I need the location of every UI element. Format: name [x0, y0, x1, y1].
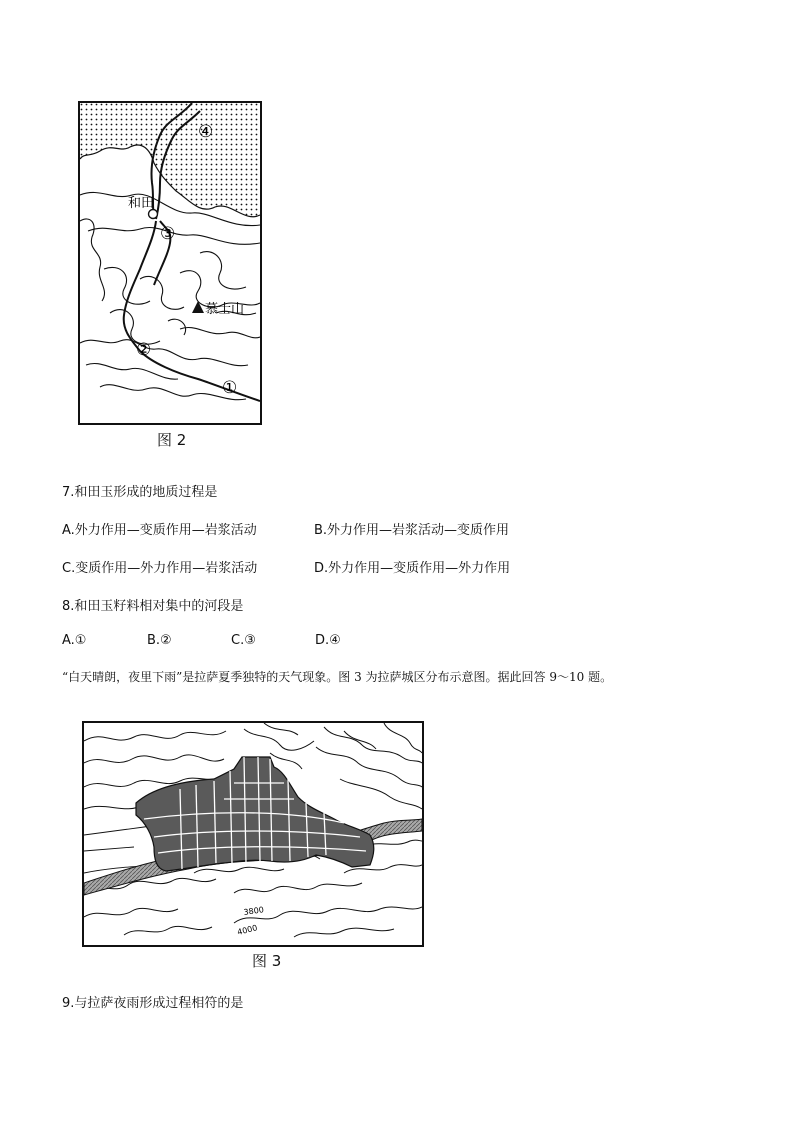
question-8-option-a: A.①	[62, 633, 87, 648]
figure-3-map	[82, 721, 424, 947]
marker-1: ①	[222, 378, 238, 398]
figure-2-svg	[80, 103, 260, 423]
question-7-option-c: C.变质作用—外力作用—岩浆活动	[62, 561, 258, 576]
question-7-option-a: A.外力作用—变质作用—岩浆活动	[62, 523, 257, 538]
question-7-stem: 7.和田玉形成的地质过程是	[62, 485, 218, 500]
figure-3-caption: 图 3	[252, 952, 282, 970]
question-8-option-b: B.②	[147, 633, 172, 648]
desert-area	[80, 103, 260, 217]
question-7-option-b: B.外力作用—岩浆活动—变质作用	[314, 523, 510, 538]
marker-4: ④	[198, 122, 214, 142]
city-area	[136, 757, 374, 871]
passage-intro: “白天晴朗，夜里下雨”是拉萨夏季独特的天气现象。图 3 为拉萨城区分布示意图。据此回答 9～10 题。	[62, 670, 613, 684]
question-8-stem: 8.和田玉籽料相对集中的河段是	[62, 599, 244, 614]
question-9-stem: 9.与拉萨夜雨形成过程相符的是	[62, 996, 244, 1011]
question-8-option-c: C.③	[231, 633, 256, 648]
marker-3: ③	[160, 224, 176, 244]
question-7-option-d: D.外力作用—变质作用—外力作用	[314, 561, 511, 576]
marker-2: ②	[136, 340, 152, 360]
figure-2-caption: 图 2	[157, 431, 187, 449]
mountain-label: 慕士山	[205, 302, 245, 317]
question-8-option-d: D.④	[315, 633, 341, 648]
mountain-peak-icon	[192, 301, 204, 313]
figure-3-svg	[84, 723, 422, 945]
contour-label-4000: 4000	[236, 923, 259, 937]
contour-label-3800: 3800	[243, 905, 265, 917]
hetian-label: 和田	[128, 196, 155, 211]
figure-2-map	[78, 101, 262, 425]
